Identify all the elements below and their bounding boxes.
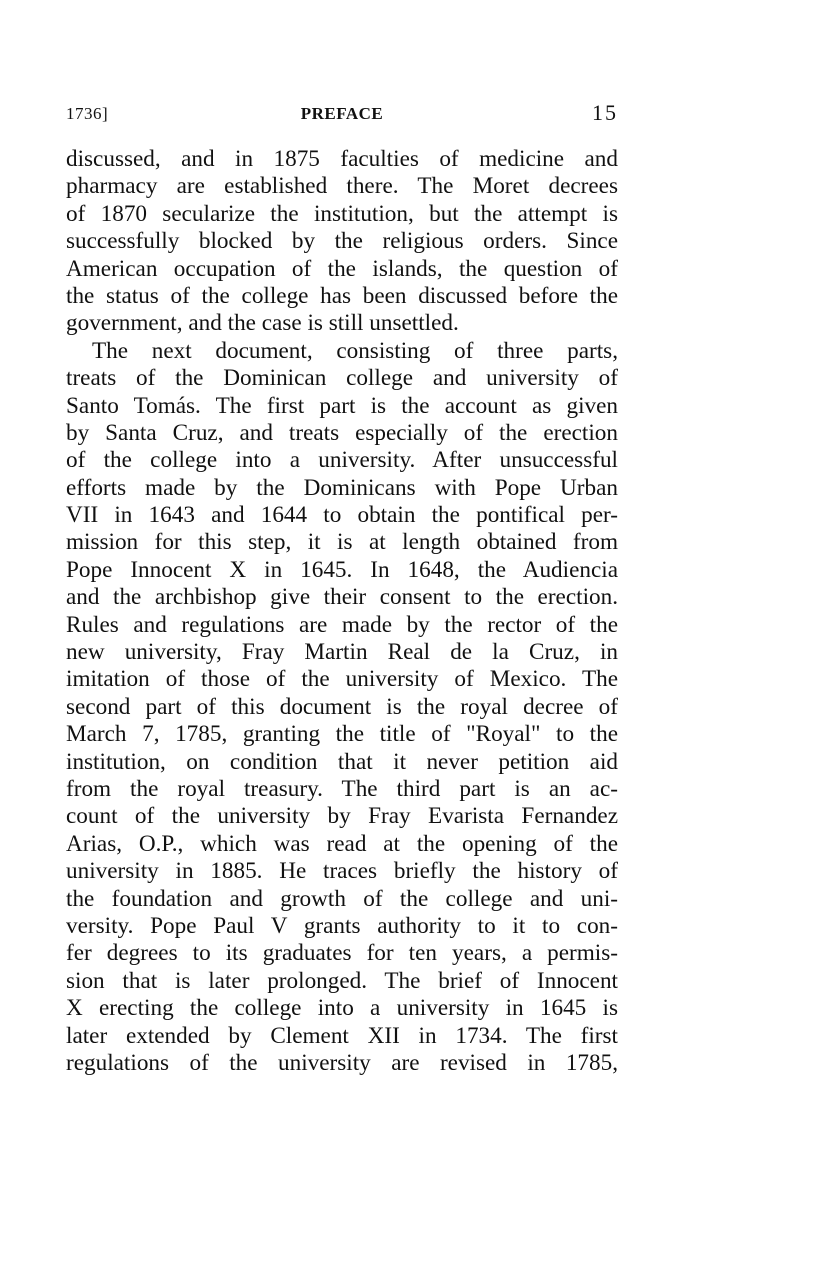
running-head-year: 1736]	[66, 104, 109, 123]
text-line: March 7, 1785, granting the title of "Royal" to the	[66, 721, 618, 748]
text-line: by Santa Cruz, and treats especially of the erection	[66, 419, 618, 446]
text-line: X erecting the college into a university in 1645 is	[66, 995, 618, 1022]
text-line: later extended by Clement XII in 1734. The first	[66, 1022, 618, 1049]
text-line: institution, on condition that it never petition aid	[66, 748, 618, 775]
text-line: versity. Pope Paul V grants authority to it to con-	[66, 912, 618, 939]
text-line: fer degrees to its graduates for ten years, a permis-	[66, 940, 618, 967]
text-line: regulations of the university are revised in 1785,	[66, 1049, 618, 1076]
paragraph-2	[66, 338, 618, 1078]
text-line: of the college into a university. After unsuccessful	[66, 447, 618, 474]
text-line: government, and the case is still unsettled.	[66, 310, 459, 337]
body-text	[66, 146, 618, 1077]
text-line: Arias, O.P., which was read at the opening of the	[66, 830, 618, 857]
text-line: count of the university by Fray Evarista Fernandez	[66, 803, 618, 830]
text-line: pharmacy are established there. The Moret decrees	[66, 173, 618, 200]
text-line: efforts made by the Dominicans with Pope Urban	[66, 474, 618, 501]
text-line: Pope Innocent X in 1645. In 1648, the Audiencia	[66, 556, 618, 583]
text-line: sion that is later prolonged. The brief of Innocent	[66, 967, 618, 994]
text-line: mission for this step, it is at length obtained from	[66, 529, 618, 556]
running-head	[66, 100, 618, 128]
text-line: second part of this document is the royal decree of	[66, 693, 618, 720]
text-line: imitation of those of the university of Mexico. The	[66, 666, 618, 693]
text-line: treats of the Dominican college and university of	[66, 365, 618, 392]
text-line: Santo Tomás. The first part is the account as given	[66, 392, 618, 419]
text-line: from the royal treasury. The third part is an ac-	[66, 775, 618, 802]
text-line: the status of the college has been discussed before the	[66, 282, 618, 309]
text-line: new university, Fray Martin Real de la Cruz, in	[66, 639, 618, 666]
text-line: successfully blocked by the religious orders. Since	[66, 228, 618, 255]
text-line: discussed, and in 1875 faculties of medicine and	[66, 146, 618, 172]
text-line: the foundation and growth of the college and uni-	[66, 885, 618, 912]
running-head-title: PREFACE	[300, 104, 384, 123]
text-line: VII in 1643 and 1644 to obtain the pontifical per-	[66, 502, 618, 529]
paragraph-1	[66, 146, 618, 338]
text-line: Rules and regulations are made by the rector of the	[66, 611, 618, 638]
text-line: The next document, consisting of three parts,	[92, 337, 618, 364]
page-number: 15	[592, 100, 618, 125]
text-line: university in 1885. He traces briefly the history of	[66, 858, 618, 885]
text-line: American occupation of the islands, the question of	[66, 255, 618, 282]
text-line: of 1870 secularize the institution, but the attempt is	[66, 200, 618, 227]
text-line: and the archbishop give their consent to the erection.	[66, 584, 618, 611]
